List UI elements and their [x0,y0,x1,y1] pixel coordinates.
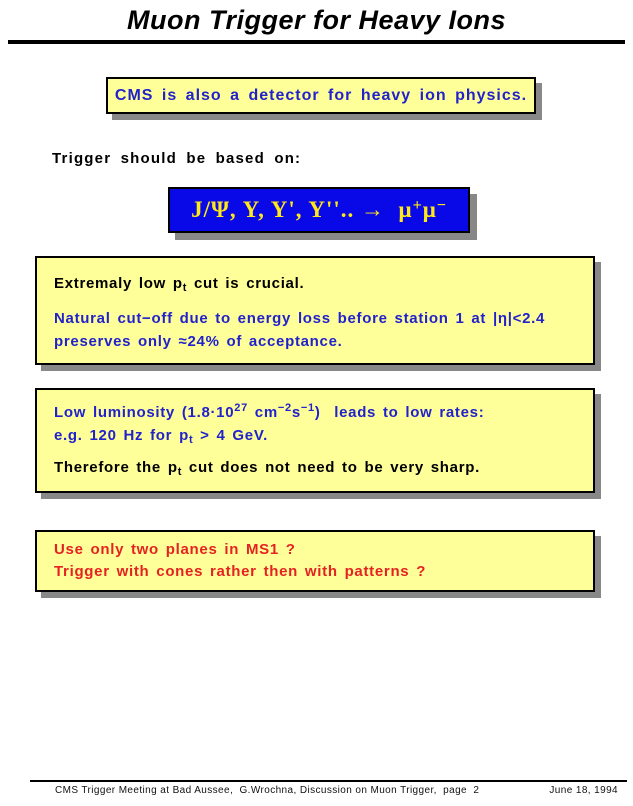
note-line [54,404,583,421]
pt-subscript: t [182,282,188,294]
footer-left: CMS Trigger Meeting at Bad Aussee, G.Wrochna, Discussion on Muon Trigger, page 2 [55,785,480,796]
note-line: Natural cut−off due to energy loss before station 1 at |η|<2.4 [54,310,546,327]
note-box-questions [35,530,595,592]
note-text: e.g. 120 Hz for p [54,427,189,444]
note-text: Low luminosity (1.8·10 [54,404,235,421]
exponent-minus1: −1 [300,402,315,414]
formula-mu-minus: μ [422,197,437,222]
formula-sup-plus: + [412,197,423,214]
title-rule [8,40,625,44]
banner-box [106,77,536,114]
exponent-minus2: −2 [277,402,292,414]
note-line: Use only two planes in MS1 ? [54,541,296,558]
note-text: Therefore the p [54,459,178,476]
formula-sup-minus: − [436,197,447,214]
note-text: cm [247,404,278,421]
formula-box [168,187,470,233]
note-text: s [291,404,301,421]
note-box-luminosity [35,388,595,493]
note-line [54,459,583,476]
formula-main: J/Ψ, Υ, Υ', Υ''.. → [191,197,399,222]
formula-text [191,197,447,223]
note-box-pt-cut [35,256,595,365]
note-line [54,427,583,444]
note-text: ) leads to low rates: [314,404,485,421]
footer-rule [30,780,627,782]
page-title: Muon Trigger for Heavy Ions [126,5,507,35]
intro-label: Trigger should be based on: [52,150,302,167]
note-text: Extremaly low p [54,275,183,292]
note-text: > 4 GeV. [193,427,269,444]
exponent-27: 27 [234,402,248,414]
banner-text: CMS is also a detector for heavy ion physics. [114,86,528,104]
note-line: Trigger with cones rather then with patterns ? [54,563,427,580]
pt-subscript: t [188,434,194,446]
footer-date: June 18, 1994 [549,785,618,796]
note-text: cut does not need to be very sharp. [182,459,480,476]
formula-mu-plus: μ [398,197,413,222]
note-line: preserves only ≈24% of acceptance. [54,333,343,350]
note-text: cut is crucial. [187,275,305,292]
pt-subscript: t [177,466,183,478]
note-line [54,275,583,292]
